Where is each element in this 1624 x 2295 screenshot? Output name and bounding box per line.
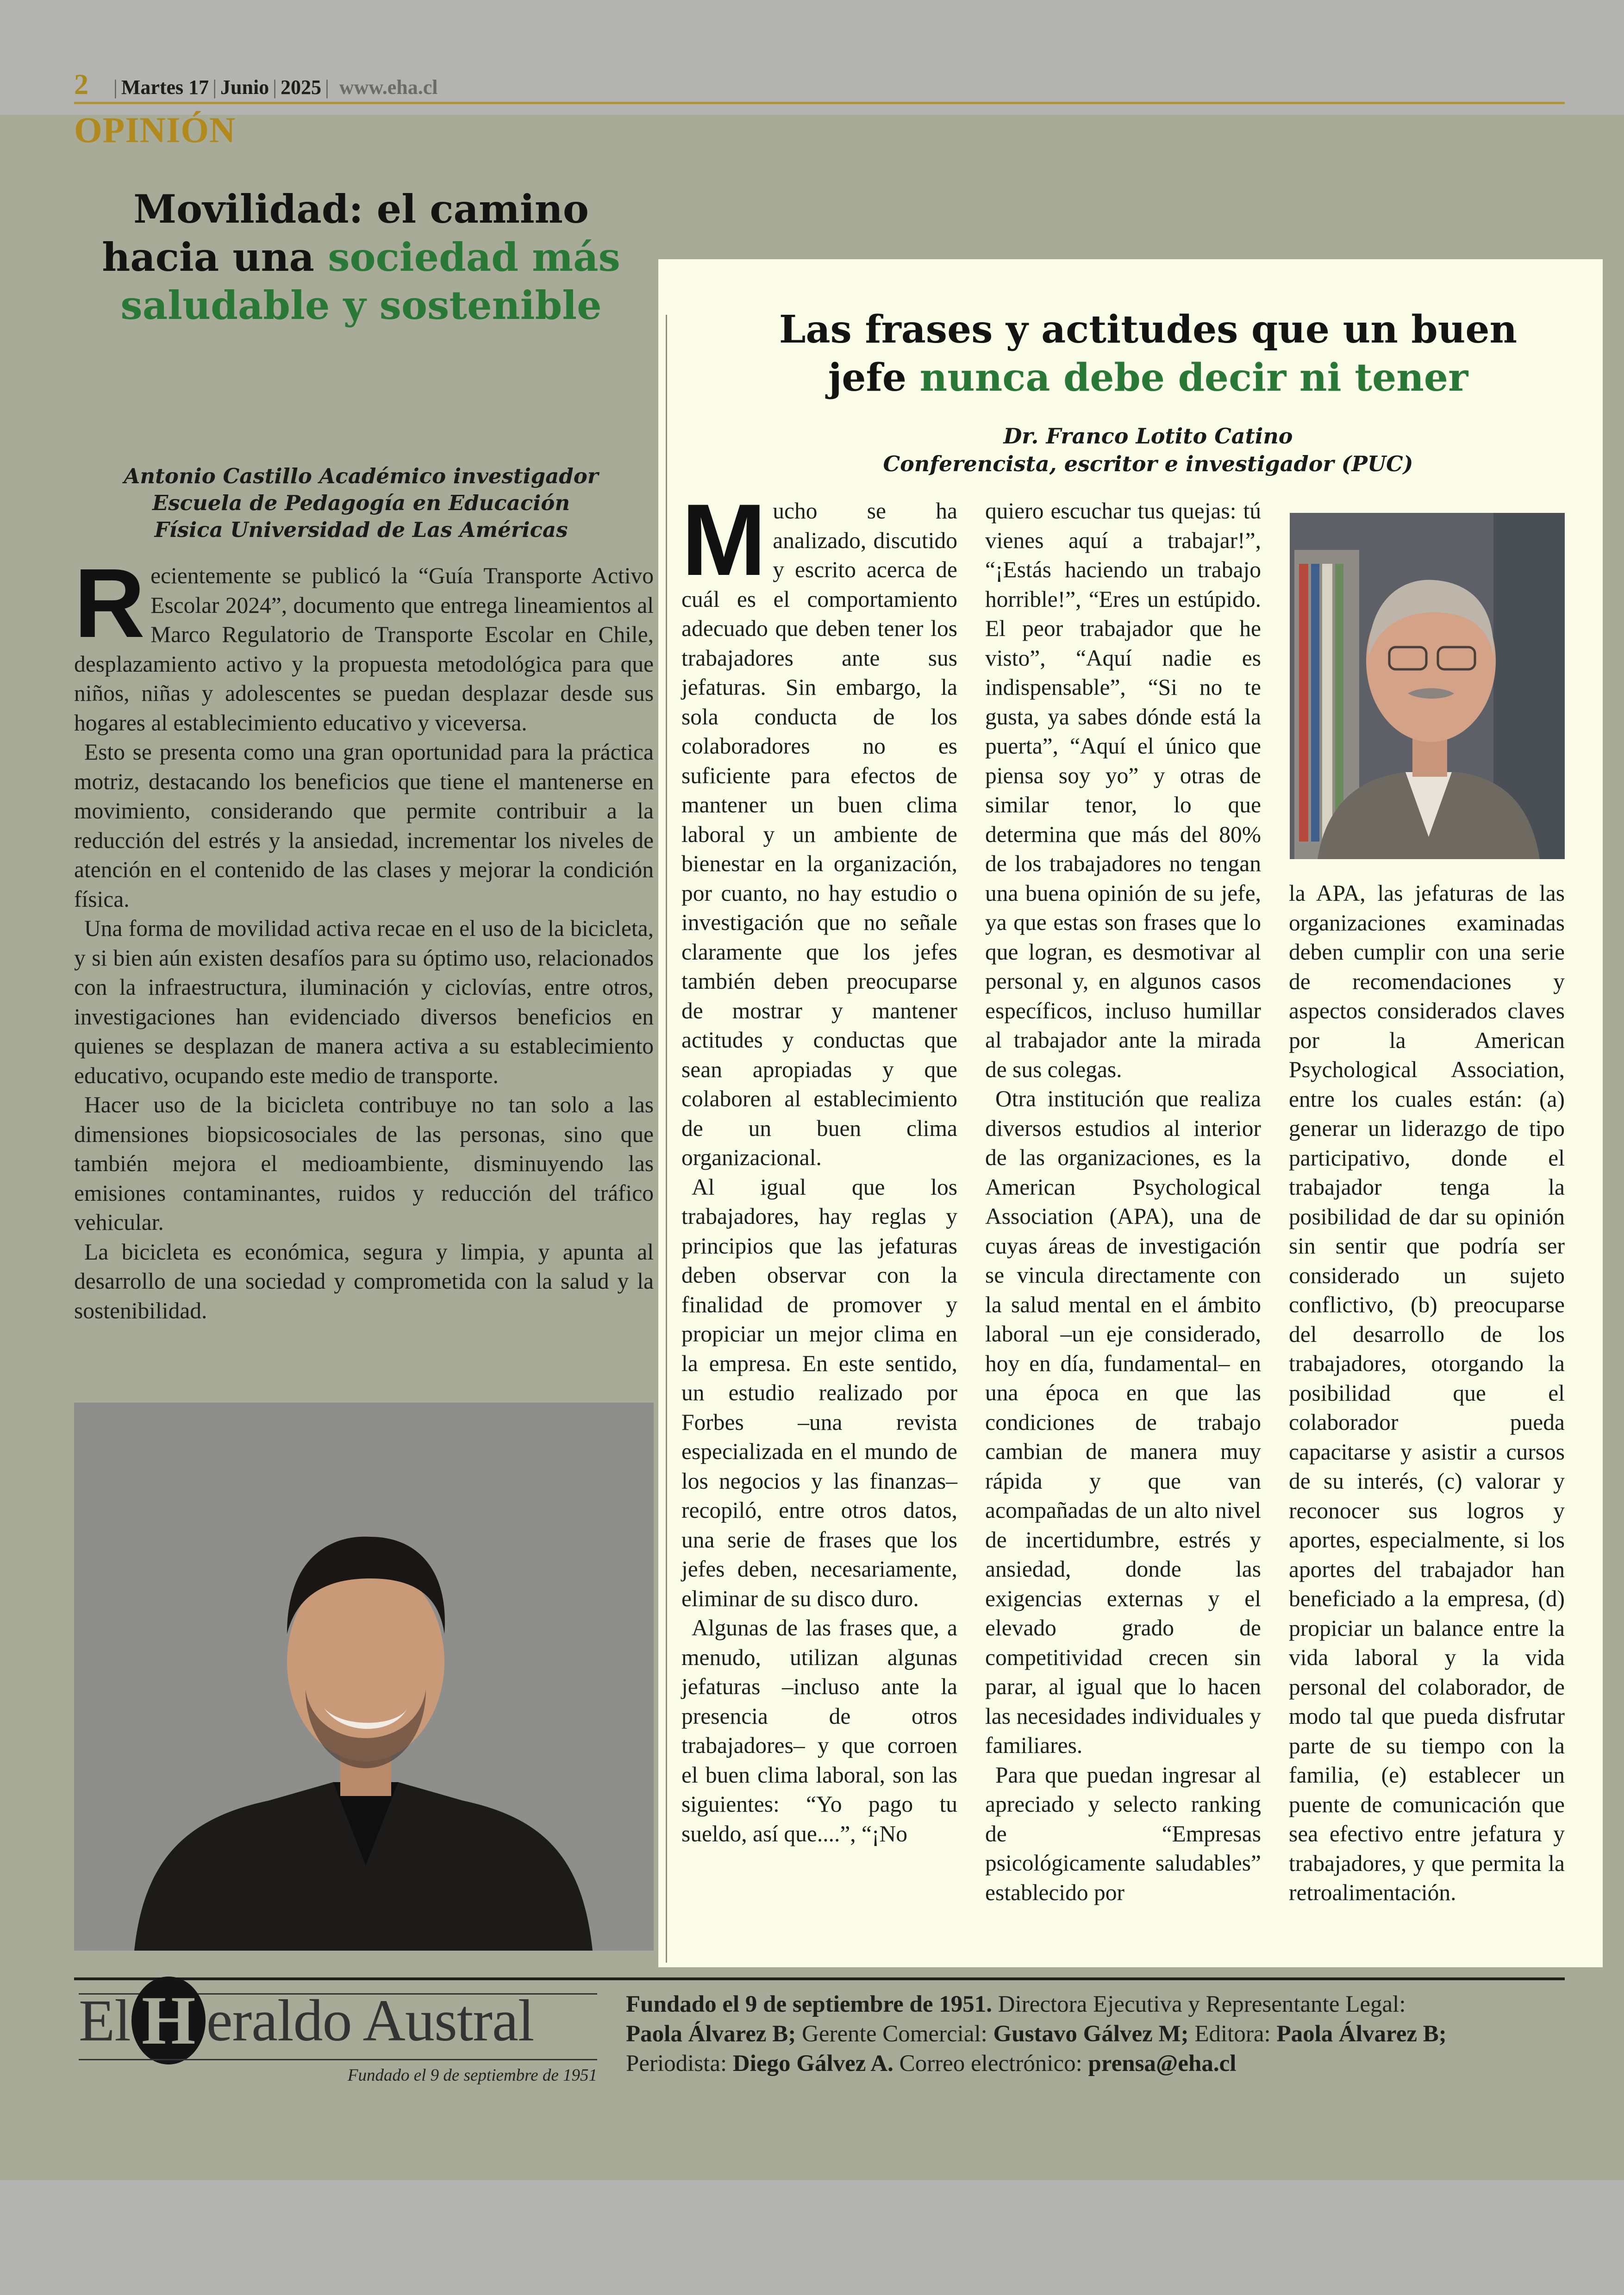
director-name: Paola Álvarez B; [626,2021,796,2047]
paragraph: Hacer uso de la bicicleta contribuye no tan solo a las dimensiones biopsicosociales de las personas, sino que también mejora el medioambiente, disminuyendo las emisiones contaminantes, ruidos y reducción del tráfico vehicular. [74,1092,654,1235]
paragraph: La bicicleta es económica, segura y limpia, y apunta al desarrollo de una sociedad y comprometida con la salud y la sostenibilidad. [74,1239,654,1323]
journalist-name: Diego Gálvez A. [732,2051,893,2077]
article-column-3 [1289,879,1565,1908]
article-column-2 [985,496,1261,1907]
paragraph-text: ecientemente se publicó la “Guía Transporte Activo Escolar 2024”, documento que entrega lineamientos al Marco Regulatorio de Transporte Escolar en Chile, desplazamiento activo y la propuesta metodológica para que niños, niñas y adolescentes se puedan desplazar desde sus hogares al establecimiento educativo y viceversa. [74,563,654,736]
paragraph-text: ucho se ha analizado, discutido y escrito acerca de cuál es el comportamiento adecuado que deben tener los trabajadores ante sus jefaturas. Sin embargo, la sola conducta de los colaboradores no es suficiente para efectos de mantener un buen clima laboral y un ambiente de bienestar en la organización, por cuanto, no hay estudio o investigación que no señale claramente que los jefes también deben preocuparse de mostrar y mantener actitudes y conductas que sean apropiadas y que colaboren al establecimiento de un buen clima organizacional. [681,498,957,1170]
paragraph: quiero escuchar tus quejas: tú vienes aquí a trabajar!”, “¡Estás haciendo un trabajo horrible!”, “Eres un estúpido. El peor trabajador que he visto”, “Aquí nadie es indispensable”, “Si no te gusta, ya sabes dónde está la puerta”, “Aquí el único que piensa soy yo” y otras de similar tenor, lo que determina que más del 80% de los trabajadores no tengan una buena opinión de su jefe, ya que estas son frases que lo que logran, es desmotivar al personal y, en algunos casos específicos, incluso humillar al trabajador ante la mirada de sus colegas. [985,498,1261,1082]
logo-tagline: Fundado el 9 de septiembre de 1951 [347,2066,597,2085]
right-article-byline [704,422,1593,478]
header-year: 2025 [280,76,321,99]
manager-label: Gerente Comercial: [802,2021,987,2047]
author-photo-castillo [74,1403,654,1951]
journalist-label: Periodista: [626,2051,727,2077]
drop-cap: R [74,548,145,658]
logo-prefix: El [79,1987,131,2053]
left-article-body [74,548,654,1325]
paragraph: Esto se presenta como una gran oportunidad para la práctica motriz, destacando los beneficios que tiene el mantenerse en movimiento, considerando que permite contribuir a la reducción del estrés y la ansiedad, incrementar los niveles de atención en el contenido de las clases y mejorar la condición física. [74,739,654,912]
byline-line: Física Universidad de Las Américas [154,518,568,542]
email-label: Correo electrónico: [899,2051,1082,2077]
header-separator: | [212,76,217,99]
newspaper-logo [79,1982,602,2059]
page-number: 2 [74,69,88,100]
header-website[interactable]: www.eha.cl [339,76,438,99]
header-separator: | [325,76,329,99]
founded-date: Fundado el 9 de septiembre de 1951. [626,1991,992,2017]
column-divider [666,315,667,1963]
byline-line: Escuela de Pedagogía en Educación [152,491,570,515]
byline-line: Antonio Castillo Académico investigador [124,464,599,488]
right-title-plain: jefe [828,355,906,400]
left-title-highlight: sociedad más saludable y sostenible [120,234,620,328]
header-month: Junio [220,76,269,99]
section-title: OPINIÓN [74,110,236,150]
paragraph [74,548,654,737]
header-rule [74,102,1565,104]
paragraph: la APA, las jefaturas de las organizaciones examinadas deben cumplir con una serie de recomendaciones y aspectos considerados claves por la American Psychological Association, entre los cuales están: (a) generar un liderazgo de tipo participativo, donde el trabajador tenga la posibilidad de dar su opinión sin sentir que podría ser considerado un sujeto conflictivo, (b) preocuparse del desarrollo de los trabajadores, otorgando la posibilidad que el colaborador pueda capacitarse y asistir a cursos de su interés, (c) valorar y reconocer sus logros y aportes, especialmente, si los aportes del trabajador han beneficiado a la empresa, (d) propiciar un balance entre la vida laboral y la vida personal del colaborador, de modo tal que pueda disfrutar parte de su tiempo con la familia, (e) establecer un puente de comunicación que sea efectivo entre jefatura y trabajadores, y que permita la retroalimentación. [1289,880,1565,1905]
left-article-byline [93,463,630,543]
right-title-line1: Las frases y actitudes que un buen [779,307,1518,352]
author-photo-lotito [1290,513,1565,859]
right-title-line2 [704,354,1593,402]
drop-cap: M [681,483,767,597]
header-day: Martes 17 [121,76,209,99]
paragraph: Para que puedan ingresar al apreciado y selecto ranking de “Empresas psicológicamente saludables” establecido por [985,1762,1261,1905]
manager-name: Gustavo Gálvez M; [993,2021,1189,2047]
paragraph: Una forma de movilidad activa recae en el uso de la bicicleta, y si bien aún existen desafíos para su óptimo uso, relacionados con la infraestructura, iluminación y ciclovías, entre otros, investigaciones han evidenciado diversos beneficios en quienes se desplazan de manera activa a su establecimiento educativo, ocupando este medio de transporte. [74,916,654,1088]
author-role: Conferencista, escritor e investigador (PUC) [883,451,1413,476]
left-title-plain: Movilidad: el camino hacia una [102,186,589,280]
right-article-title [704,306,1593,402]
page-header [74,69,1565,101]
right-title-highlight: nunca debe decir ni tener [919,355,1468,400]
editor-label: Editora: [1194,2021,1271,2047]
logo-rule [79,2059,597,2060]
logo-h-badge: H [131,1977,206,2064]
portrait-illustration [1290,513,1565,859]
portrait-illustration [74,1403,654,1951]
paragraph: Otra institución que realiza diversos estudios al interior de las organizaciones, es la American Psychological Association (APA), una de cuyas áreas de investigación se vincula directamente con la salud mental en el ámbito laboral –un eje considerado, hoy en día, fundamental– en una época en que las condiciones de trabajo cambian de manera muy rápida y que van acompañadas de un alto nivel de incertidumbre, estrés y ansiedad, donde las exigencias externas y el elevado grado de competitividad crecen sin parar, al igual que lo hacen las necesidades individuales y familiares. [985,1086,1261,1758]
header-separator: | [113,76,118,99]
footer-rule [74,1977,1565,1980]
left-article-title [93,185,630,330]
paragraph: Algunas de las frases que, a menudo, utilizan algunas jefaturas –incluso ante la presencia de otros trabajadores– y que corroen el buen clima laboral, son las siguientes: “Yo pago tu sueldo, así que....”, “¡No [681,1615,957,1846]
article-column-1 [681,483,957,1848]
author-name: Dr. Franco Lotito Catino [1003,424,1293,449]
logo-rest: eraldo Austral [206,1987,534,2053]
director-label: Directora Ejecutiva y Representante Legal: [998,1991,1406,2017]
paragraph: Al igual que los trabajadores, hay reglas y principios que las jefaturas deben observar con la finalidad de promover y propiciar un mejor clima en la empresa. En este sentido, un estudio realizado por Forbes –una revista especializada en el mundo de los negocios y las finanzas– recopiló, entre otros datos, una serie de frases que los jefes deben, necesariamente, eliminar de su disco duro. [681,1174,957,1611]
masthead-credits [626,1989,1570,2078]
email-link[interactable]: prensa@eha.cl [1088,2051,1237,2077]
editor-name: Paola Álvarez B; [1276,2021,1447,2047]
paragraph [681,483,957,1172]
header-separator: | [273,76,277,99]
